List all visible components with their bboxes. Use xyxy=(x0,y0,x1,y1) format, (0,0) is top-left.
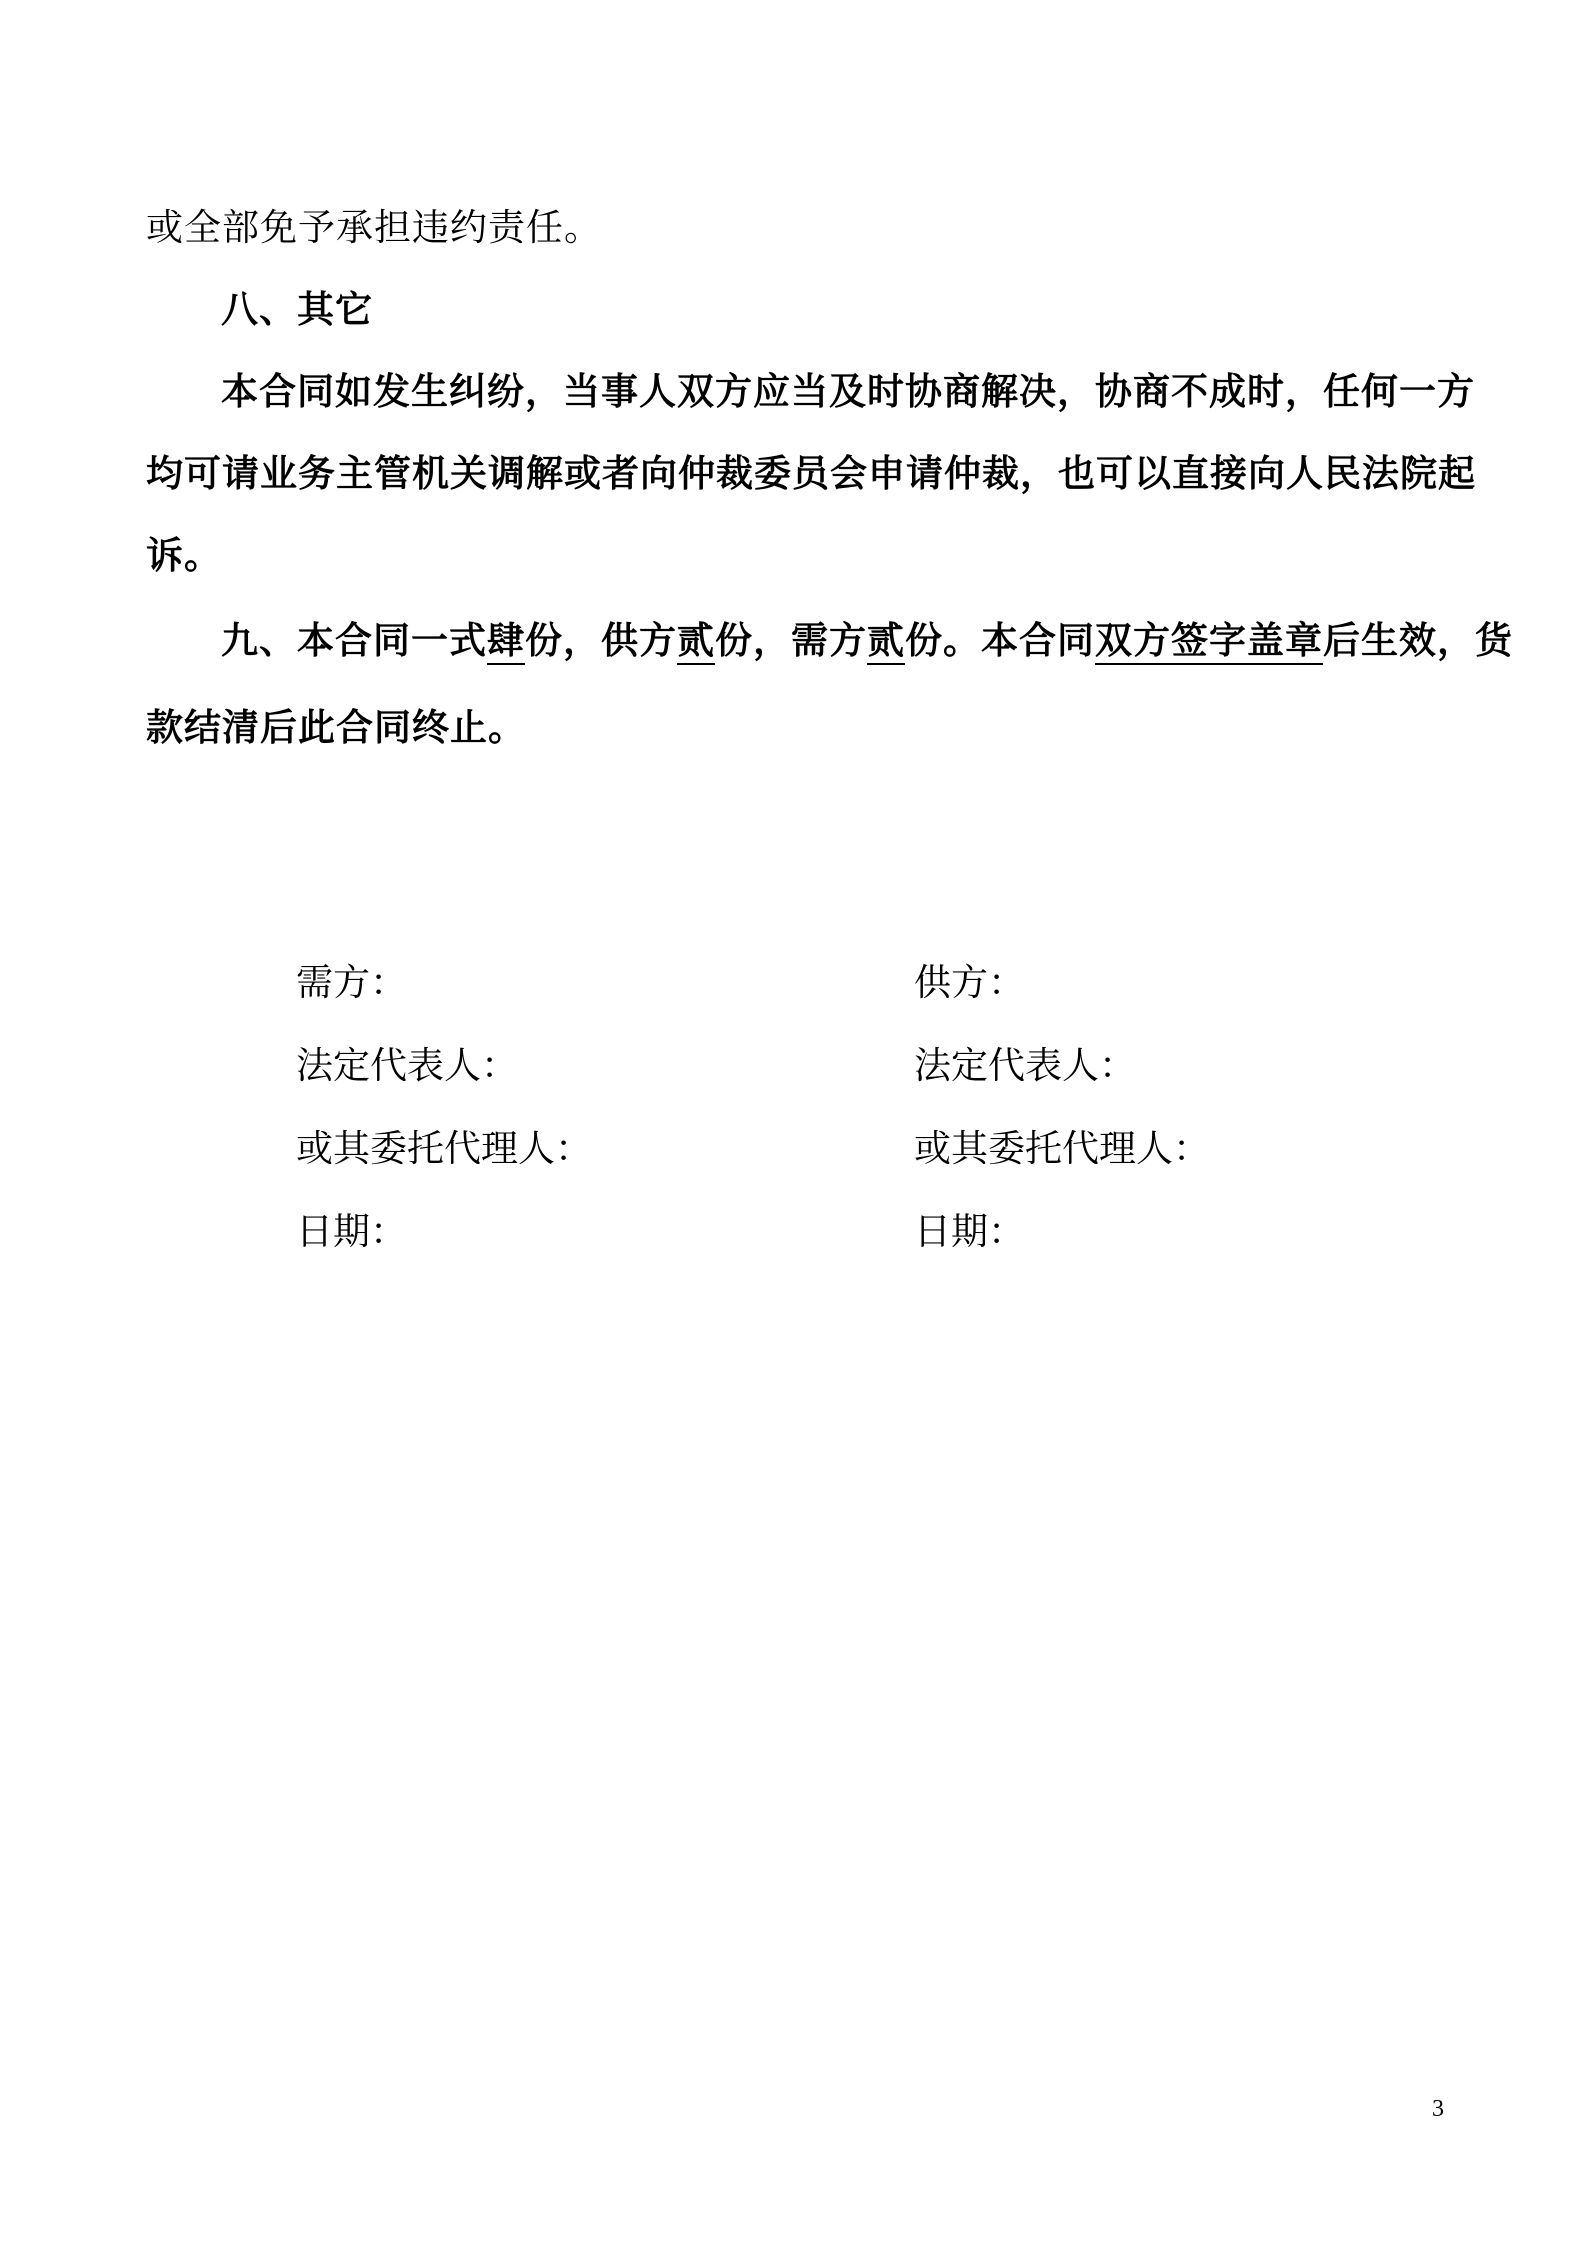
section-8-text-line: 诉。 xyxy=(146,534,222,577)
supplier-legal-rep-label: 法定代表人： xyxy=(914,1044,1136,1087)
section-8-text-line: 均可请业务主管机关调解或者向仲裁委员会申请仲裁，也可以直接向人民法院起 xyxy=(146,452,1476,495)
section-8-heading: 八、其它 xyxy=(221,288,373,331)
buyer-copies-field: 贰 xyxy=(867,619,905,662)
supplier-date-label: 日期： xyxy=(914,1210,1025,1253)
section-9-text: 后生效，货 xyxy=(1323,619,1513,662)
supplier-party-label: 供方： xyxy=(914,961,1025,1004)
section-9-text: 九、本合同一式 xyxy=(221,619,487,662)
buyer-agent-label: 或其委托代理人： xyxy=(296,1127,592,1170)
section-9-text: 份。本合同 xyxy=(905,619,1095,662)
buyer-legal-rep-label: 法定代表人： xyxy=(296,1044,518,1087)
section-9-text: 份，需方 xyxy=(715,619,867,662)
section-9-text: 份，供方 xyxy=(525,619,677,662)
copies-total-field: 肆 xyxy=(487,619,525,662)
page-number: 3 xyxy=(1432,2096,1444,2122)
buyer-date-label: 日期： xyxy=(296,1210,407,1253)
supplier-copies-field: 贰 xyxy=(677,619,715,662)
body-text-line: 或全部免予承担违约责任。 xyxy=(146,206,602,249)
effect-condition-field: 双方签字盖章 xyxy=(1095,619,1323,662)
section-8-text-line: 本合同如发生纠纷，当事人双方应当及时协商解决，协商不成时，任何一方 xyxy=(221,370,1475,413)
section-9-text-line: 款结清后此合同终止。 xyxy=(146,706,526,749)
buyer-party-label: 需方： xyxy=(296,961,407,1004)
supplier-agent-label: 或其委托代理人： xyxy=(914,1127,1210,1170)
section-9-text-line xyxy=(221,616,1513,666)
